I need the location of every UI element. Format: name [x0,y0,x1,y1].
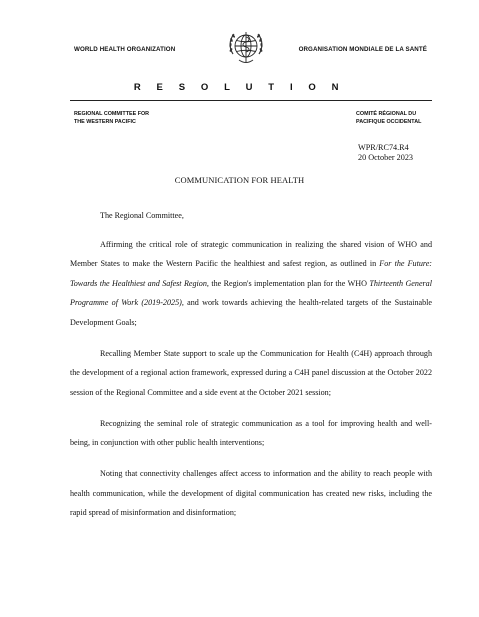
para1-text-1: Affirming the critical role of strategic communication in realizing the shared vision of WHO and Member States to make the Western Pacific the healthiest and safest region, as outlined in [70,239,432,268]
committee-name-french [356,110,421,126]
resolution-body [70,206,432,534]
reference-date: 20 October 2023 [358,152,414,162]
document-type-heading: R E S O L U T I O N [133,82,346,93]
committee-en-line-2: THE WESTERN PACIFIC [74,119,136,125]
paragraph-noting: Noting that connectivity challenges affect access to information and the ability to reach people with health communication, while the development of digital communication has created new risks, including the rapid spread of misinformation and disinformation; [70,469,432,517]
opening-line: The Regional Committee, [100,211,184,220]
paragraph-recognizing: Recognizing the seminal role of strategic communication as a tool for improving health and well-being, in conjunction with other public health interventions; [70,418,432,447]
header-org-french: ORGANISATION MONDIALE DE LA SANTÉ [298,46,427,53]
para1-text-3: , and work towards achieving the health-related targets of the Sustainable Development Goals; [70,298,432,327]
committee-fr-line-2: PACIFIQUE OCCIDENTAL [356,119,422,125]
para1-text-2: , the Region's implementation plan for the WHO [206,278,370,288]
para1-italic-title-1: For the Future: Towards the Healthiest and Safest Region [70,259,433,288]
committee-en-line-1: REGIONAL COMMITTEE FOR [74,111,150,117]
paragraph-affirming [70,235,432,333]
para1-italic-title-2: Thirteenth General Programme of Work (2019-2025) [70,278,432,307]
committee-fr-line-1: COMITÉ RÉGIONAL DU [356,111,417,117]
who-emblem-icon [224,26,268,70]
resolution-title: COMMUNICATION FOR HEALTH [174,175,305,185]
paragraph-recalling: Recalling Member State support to scale up the Communication for Health (C4H) approach through the development of a regional action framework, expressed during a C4H panel discussion at the October 2022 session of the Regional Committee and a side event at the October 2021 session; [70,348,432,397]
document-reference [358,143,413,162]
header-org-english: WORLD HEALTH ORGANIZATION [74,46,176,53]
committee-name-english [74,110,149,126]
header-divider [70,100,432,101]
reference-code: WPR/RC74.R4 [358,143,409,152]
